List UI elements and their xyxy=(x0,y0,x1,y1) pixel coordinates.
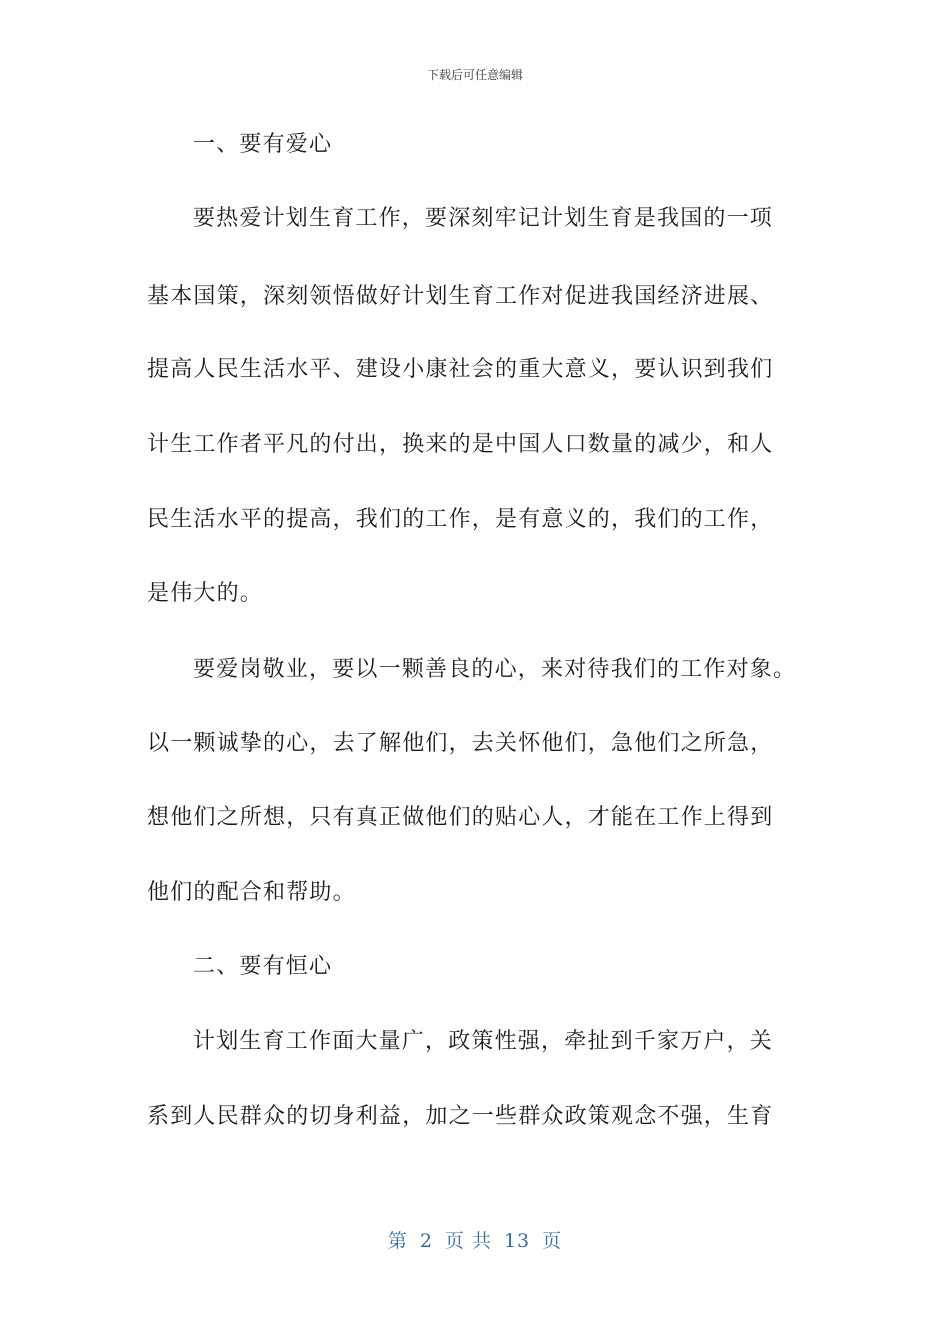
paragraph-line: 提高人民生活水平、建设小康社会的重大意义，要认识到我们 xyxy=(147,357,774,382)
paragraph-line: 计生工作者平凡的付出，换来的是中国人口数量的减少，和人 xyxy=(147,432,774,457)
footer-prefix: 第 xyxy=(387,1230,408,1252)
footer-total-pages: 13 xyxy=(503,1230,531,1252)
paragraph-line: 要热爱计划生育工作，要深刻牢记计划生育是我国的一项 xyxy=(193,206,774,231)
page-footer xyxy=(0,1226,950,1253)
page-header: 下载后可任意编辑 xyxy=(426,68,523,82)
footer-page-number: 2 xyxy=(419,1230,433,1252)
section-heading: 二、要有恒心 xyxy=(193,954,333,979)
footer-suffix: 页 xyxy=(542,1230,563,1252)
paragraph-line: 他们的配合和帮助。 xyxy=(147,880,356,905)
paragraph-line: 想他们之所想，只有真正做他们的贴心人，才能在工作上得到 xyxy=(147,805,774,830)
footer-middle: 页 共 xyxy=(444,1230,492,1252)
paragraph-line: 基本国策，深刻领悟做好计划生育工作对促进我国经济进展、 xyxy=(147,284,774,309)
paragraph-line: 要爱岗敬业，要以一颗善良的心，来对待我们的工作对象。 xyxy=(193,657,797,682)
section-heading: 一、要有爱心 xyxy=(193,132,333,157)
paragraph-line: 系到人民群众的切身利益，加之一些群众政策观念不强，生育 xyxy=(147,1104,774,1129)
paragraph-line: 民生活水平的提高，我们的工作，是有意义的，我们的工作， xyxy=(147,507,774,532)
paragraph-line: 是伟大的。 xyxy=(147,581,264,606)
paragraph-line: 以一颗诚挚的心，去了解他们，去关怀他们，急他们之所急， xyxy=(147,731,774,756)
paragraph-line: 计划生育工作面大量广，政策性强，牵扯到千家万户，关 xyxy=(193,1029,774,1054)
